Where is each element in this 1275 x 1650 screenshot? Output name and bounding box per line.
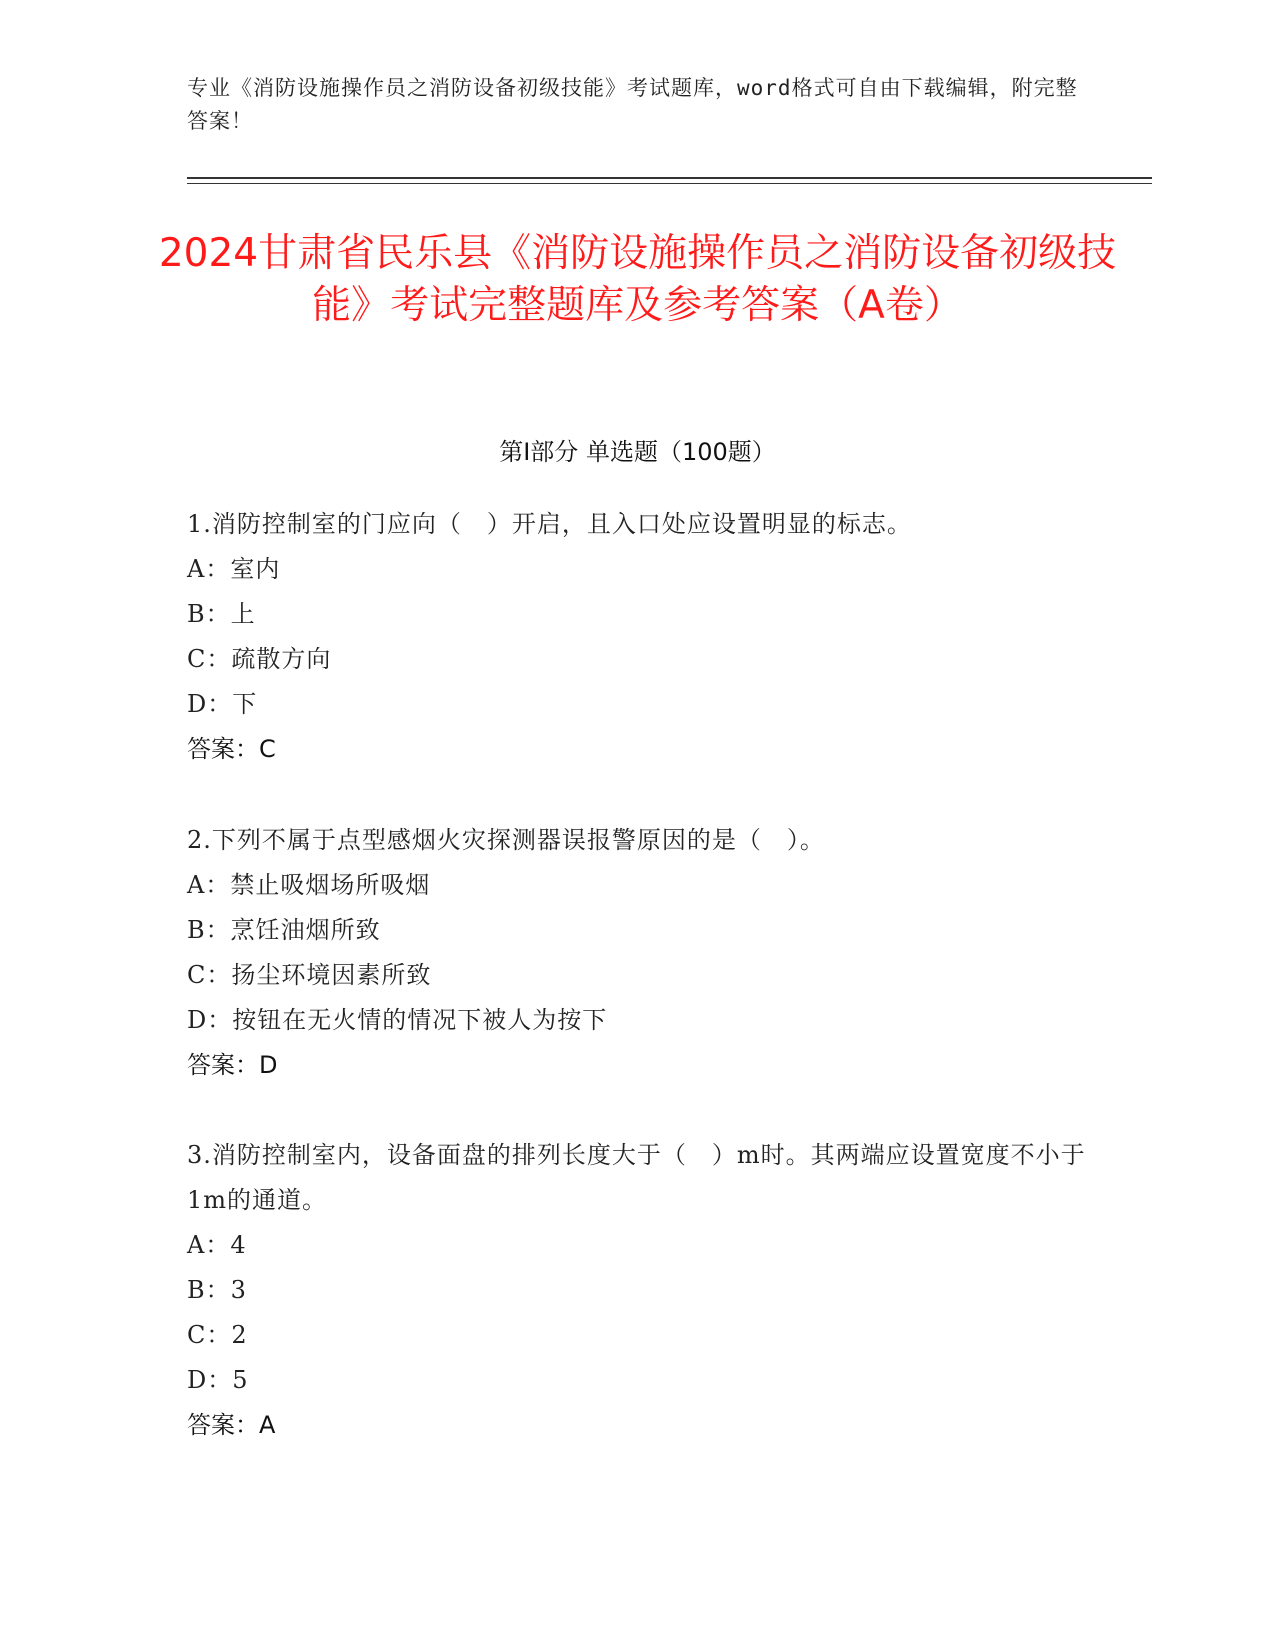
option-d: D：5 [187,1366,249,1394]
section-title: 第I部分 单选题（100题） [499,438,776,466]
answer: 答案：A [187,1411,276,1439]
question-3 [187,1133,1087,1448]
option-b: B：3 [187,1276,247,1304]
option-a: A：禁止吸烟场所吸烟 [187,871,431,899]
question-stem: 3.消防控制室内，设备面盘的排列长度大于（ ）m时。其两端应设置宽度不小于1m的通道。 [187,1141,1086,1214]
document-title: 2024甘肃省民乐县《消防设施操作员之消防设备初级技能》考试完整题库及参考答案（A卷） [158,231,1117,328]
option-c: C：扬尘环境因素所致 [187,961,432,989]
option-d: D：按钮在无火情的情况下被人为按下 [187,1006,608,1034]
option-c: C：疏散方向 [187,645,332,673]
answer: 答案：C [187,735,276,763]
option-b: B：烹饪油烟所致 [187,916,381,944]
question-stem: 1.消防控制室的门应向（ ）开启，且入口处应设置明显的标志。 [187,510,912,538]
header-divider-thin [187,183,1152,184]
option-c: C：2 [187,1321,248,1349]
option-a: A：4 [187,1231,247,1259]
option-b: B：上 [187,600,256,628]
question-1 [187,502,1087,772]
question-2 [187,818,1087,1088]
header-divider-thick [187,177,1152,179]
option-a: A：室内 [187,555,281,583]
option-d: D：下 [187,690,258,718]
answer: 答案：D [187,1051,278,1079]
header-note: 专业《消防设施操作员之消防设备初级技能》考试题库，word格式可自由下载编辑，附完整答案！ [187,76,1078,133]
question-stem: 2.下列不属于点型感烟火灾探测器误报警原因的是（ ）。 [187,826,825,854]
